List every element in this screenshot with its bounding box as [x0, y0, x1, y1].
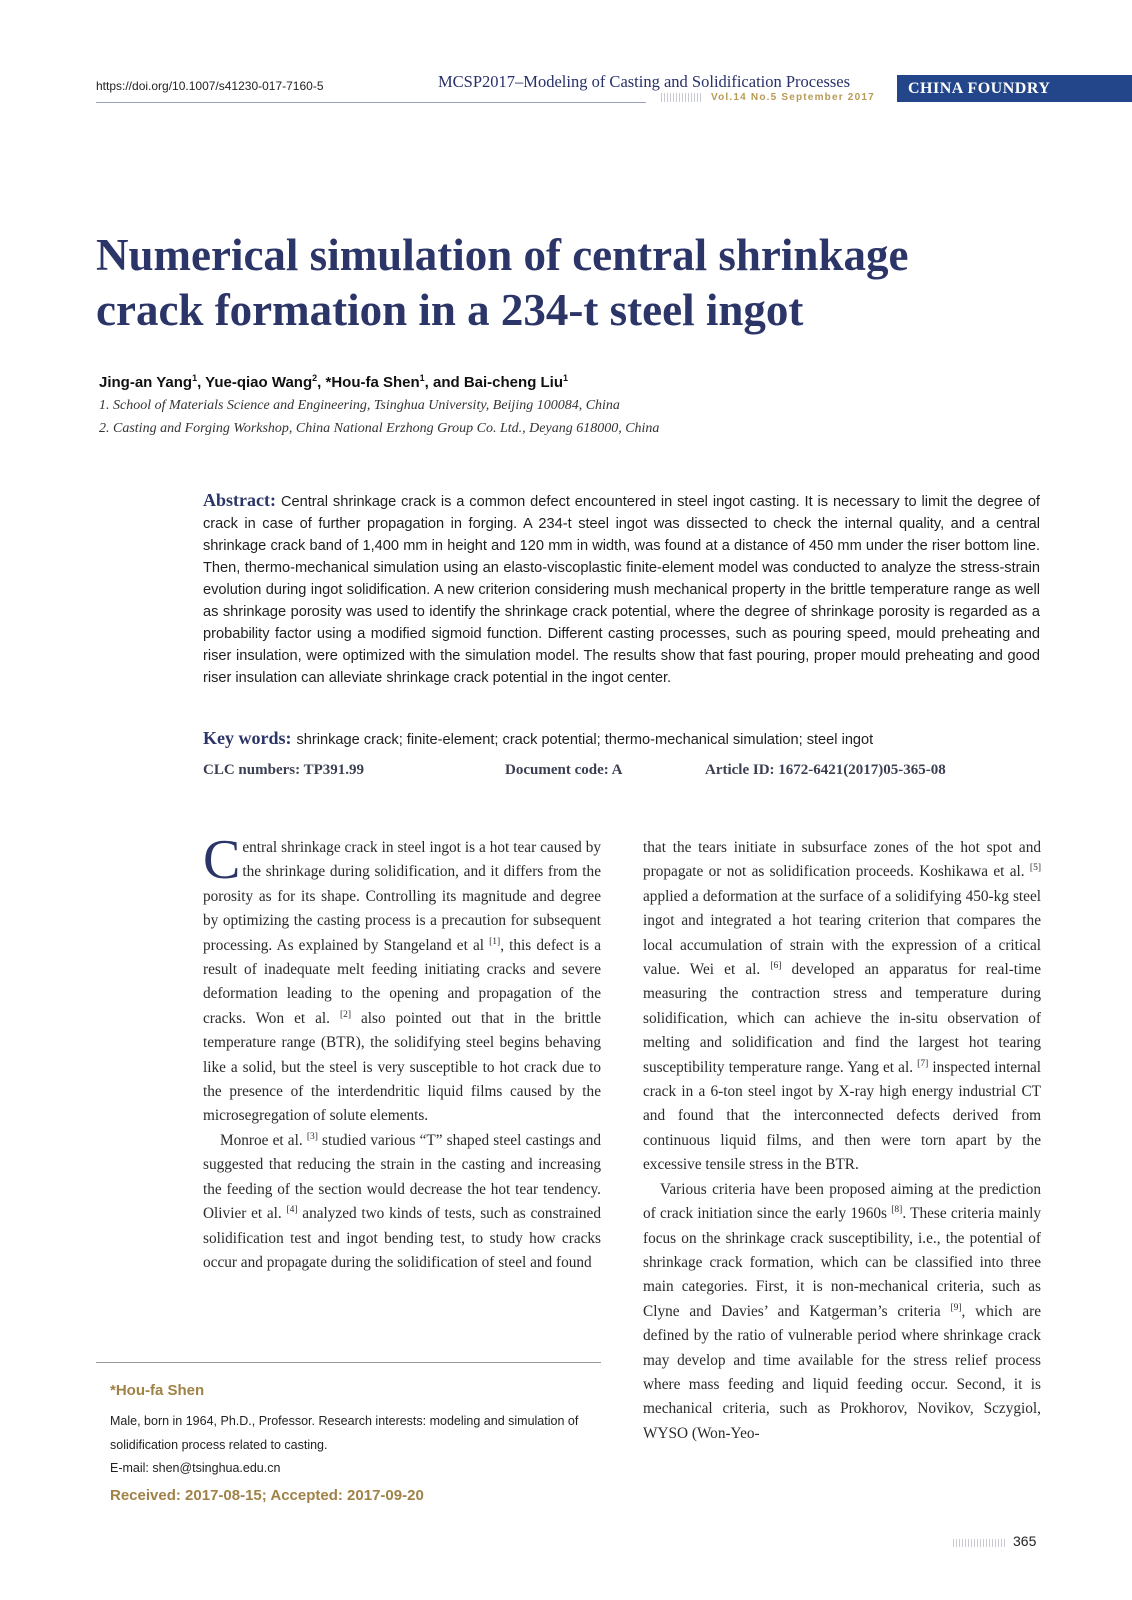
- article-title-line: Numerical simulation of central shrinkage: [96, 230, 909, 280]
- document-code: Document code: A: [505, 762, 623, 778]
- body-column-right: [643, 836, 1041, 1446]
- body-paragraph: [643, 836, 1041, 1178]
- doi-link[interactable]: https://doi.org/10.1007/s41230-017-7160-5: [96, 79, 324, 93]
- clc-numbers: CLC numbers: TP391.99: [203, 762, 364, 778]
- body-text: applied a deformation at the surface of a solidifying 450-kg steel ingot and integrated a hot tearing criterion that compares the local accumulation of strain with the expression of a critical value. Wei et al.: [643, 887, 1041, 979]
- body-text: Various criteria have been proposed aiming at the prediction of crack initiation since the early 1960s: [643, 1180, 1041, 1223]
- author-bio: Male, born in 1964, Ph.D., Professor. Research interests: modeling and simulation of solidification process related to casting.: [110, 1414, 579, 1452]
- abstract: [203, 489, 1040, 689]
- author-separator: ,: [317, 374, 326, 391]
- author-affiliation-mark: 1: [419, 373, 425, 383]
- abstract-label: Abstract:: [203, 490, 276, 510]
- body-text: . These criteria mainly focus on the shrinkage crack susceptibility, i.e., the potential of shrinkage crack formation, which can be classified into three main categories. First, it is non-mechanical criteria, such as Clyne and Davies’ and Katgerman’s criteria: [643, 1205, 1041, 1320]
- citation-ref[interactable]: [5]: [1029, 863, 1041, 874]
- author-affiliation-mark: 1: [192, 373, 198, 383]
- article-title-line: crack formation in a 234-t steel ingot: [96, 285, 804, 335]
- volume-info: Vol.14 No.5 September 2017: [711, 92, 875, 103]
- body-text: entral shrinkage crack in steel ingot is a hot tear caused by the shrinkage during solidification, and it differs from the porosity as for its shape. Controlling its magnitude and degree by optimizing the casting process is a precaution for subsequent processing. As explained by Stangeland et al: [203, 839, 601, 954]
- corresponding-author: *Hou-fa Shen: [110, 1382, 205, 1399]
- body-text: developed an apparatus for real-time measuring the contraction stress and temperature during solidification, which can achieve the in-situ observation of melting and solidification and find the largest hot tearing susceptibility temperature range. Yang et al.: [643, 961, 1041, 1076]
- body-paragraph: [203, 829, 602, 1129]
- citation-ref[interactable]: [6]: [770, 960, 782, 971]
- keywords: [203, 728, 1040, 749]
- journal-banner: CHINA FOUNDRY: [897, 75, 1132, 102]
- author-name: Jing-an Yang: [99, 374, 193, 391]
- citation-ref[interactable]: [7]: [917, 1058, 929, 1069]
- author-name: Yue-qiao Wang: [205, 374, 313, 391]
- citation-ref[interactable]: [9]: [950, 1302, 962, 1313]
- footnote-rule: [96, 1362, 601, 1363]
- body-column-left: [203, 829, 602, 1275]
- author-email[interactable]: E-mail: shen@tsinghua.edu.cn: [110, 1461, 281, 1475]
- page-hash-decoration: [953, 1539, 1005, 1547]
- header-rule: [96, 102, 646, 103]
- author-name: *Hou-fa Shen: [325, 374, 420, 391]
- author-affiliation-mark: 1: [563, 373, 569, 383]
- body-text: studied various “T” shaped steel castings and suggested that reducing the strain in the casting and increasing the feeding of the section would decrease the hot tear tendency. Olivier et al.: [203, 1131, 601, 1223]
- abstract-text: Central shrinkage crack is a common defect encountered in steel ingot casting. It is necessary to limit the degree of crack in case of further propagation in forging. A 234-t steel ingot was dissected to check the internal quality, and a central shrinkage crack band of 1,400 mm in height and 120 mm in width, was found at a distance of 450 mm under the riser bottom line. Then, thermo-mechanical simulation using an elasto-viscoplastic finite-element model was conducted to analyze the stress-strain evolution during ingot solidification. A new criterion considering mush mechanical property in the brittle temperature range as well as shrinkage porosity was used to identify the shrinkage crack potential, where the degree of shrinkage porosity is regarded as a probability factor using a modified sigmoid function. Different casting processes, such as pouring speed, mould preheating and riser insulation, were optimized with the simulation model. The results show that fast pouring, proper mould preheating and good riser insulation can alleviate shrinkage crack potential in the ingot center.: [203, 494, 1040, 686]
- citation-ref[interactable]: [3]: [306, 1131, 318, 1142]
- body-text: , which are defined by the ratio of vulnerable period where shrinkage crack may develop and time available for the stress relief process where mass feeding and liquid feeding occur. Second, it is mechanical criteria, such as Prokhorov, Novikov, Sczygiol, WYSO (Won-Yeo-: [643, 1302, 1042, 1442]
- page-number: 365: [1013, 1533, 1037, 1549]
- body-paragraph: [203, 1129, 601, 1275]
- citation-ref[interactable]: [1]: [489, 936, 501, 947]
- header-hash-decoration: [661, 93, 703, 102]
- keywords-label: Key words:: [203, 728, 292, 748]
- body-text: analyzed two kinds of tests, such as constrained solidification test and ingot bending test, to study how cracks occur and propagate during the solidification of steel and found: [203, 1205, 601, 1271]
- citation-ref[interactable]: [4]: [286, 1205, 298, 1215]
- body-text: also pointed out that in the brittle temperature range (BTR), the solidifying steel begins behaving like a solid, but the steel is very susceptible to hot crack due to the presence of the interdendritic liquid films caused by the microsegregation of solute elements.: [203, 1009, 601, 1125]
- affiliation: 1. School of Materials Science and Engineering, Tsinghua University, Beijing 100084, China: [99, 398, 620, 413]
- citation-ref[interactable]: [2]: [339, 1009, 352, 1020]
- citation-ref[interactable]: [8]: [891, 1205, 903, 1215]
- author-separator: ,: [197, 374, 206, 391]
- article-title: [96, 228, 1046, 338]
- body-paragraph: [643, 1178, 1041, 1446]
- body-text: inspected internal crack in a 6-ton steel ingot by X-ray high energy industrial CT and found that the interconnected defects derived from continuous liquid films, and then were torn apart by the excessive tensile stress in the BTR.: [643, 1058, 1042, 1174]
- author-list: [99, 373, 568, 391]
- body-text: that the tears initiate in subsurface zones of the hot spot and propagate or not as solidification proceeds. Koshikawa et al.: [643, 839, 1041, 881]
- author-separator: , and: [424, 374, 464, 391]
- author-affiliation-mark: 2: [312, 373, 318, 383]
- article-id: Article ID: 1672-6421(2017)05-365-08: [705, 762, 946, 778]
- affiliation: 2. Casting and Forging Workshop, China National Erzhong Group Co. Ltd., Deyang 618000, China: [99, 421, 660, 436]
- series-title: MCSP2017–Modeling of Casting and Solidification Processes: [438, 72, 851, 91]
- body-text: Monroe et al.: [220, 1131, 307, 1149]
- keywords-text: shrinkage crack; finite-element; crack potential; thermo-mechanical simulation; steel ingot: [296, 732, 874, 748]
- author-name: Bai-cheng Liu: [463, 374, 564, 391]
- body-text: , this defect is a result of inadequate melt feeding initiating cracks and severe deformation leading to the opening and propagation of the cracks. Won et al.: [203, 936, 602, 1027]
- received-dates: Received: 2017-08-15; Accepted: 2017-09-20: [110, 1487, 424, 1504]
- drop-cap: C: [203, 829, 241, 891]
